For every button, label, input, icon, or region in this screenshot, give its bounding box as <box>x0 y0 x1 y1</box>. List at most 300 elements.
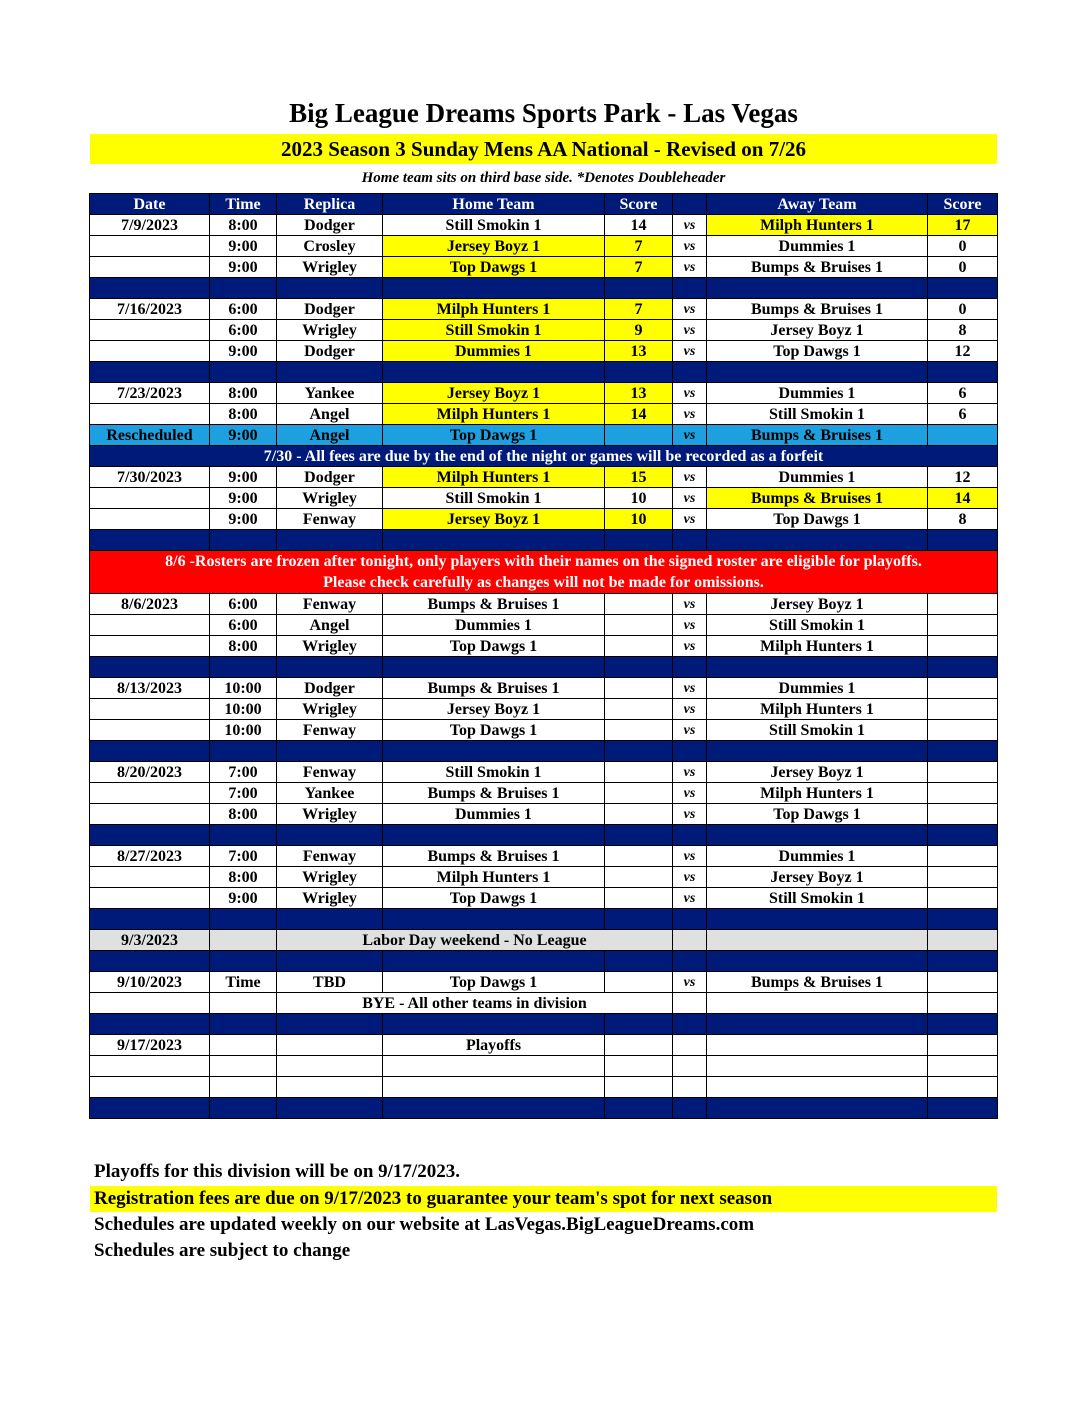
game-date <box>90 636 210 657</box>
home-score <box>605 699 673 720</box>
game-row <box>90 615 998 636</box>
away-score <box>928 615 998 636</box>
header-home-score: Score <box>605 194 673 215</box>
separator-cell <box>707 825 928 846</box>
away-team: Jersey Boyz 1 <box>707 762 928 783</box>
empty-cell <box>707 993 928 1014</box>
bye-text: BYE - All other teams in division <box>277 993 673 1014</box>
empty-cell <box>210 1077 277 1098</box>
away-score: 8 <box>928 509 998 530</box>
separator-cell <box>210 530 277 551</box>
home-score <box>605 678 673 699</box>
roster-notice-line-2: Please check carefully as changes will not be made for omissions. <box>323 574 764 591</box>
header-date: Date <box>90 194 210 215</box>
game-date <box>90 804 210 825</box>
separator-cell <box>673 825 707 846</box>
home-score: 10 <box>605 509 673 530</box>
home-team: Jersey Boyz 1 <box>383 509 605 530</box>
vs-label: vs <box>673 678 707 699</box>
away-team: Dummies 1 <box>707 383 928 404</box>
game-replica: Yankee <box>277 383 383 404</box>
home-team: Top Dawgs 1 <box>383 972 605 993</box>
game-time: Time <box>210 972 277 993</box>
away-team: Milph Hunters 1 <box>707 215 928 236</box>
game-replica: Fenway <box>277 594 383 615</box>
vs-label: vs <box>673 320 707 341</box>
fees-notice: 7/30 - All fees are due by the end of the night or games will be recorded as a forfeit <box>90 446 998 467</box>
away-team: Top Dawgs 1 <box>707 341 928 362</box>
separator-cell <box>90 657 210 678</box>
roster-notice-line-1: 8/6 -Rosters are frozen after tonight, only players with their names on the signed roster are eligible for playoffs. <box>165 553 922 570</box>
away-score: 0 <box>928 299 998 320</box>
separator-cell <box>277 825 383 846</box>
game-row <box>90 509 998 530</box>
empty-cell <box>90 1077 210 1098</box>
away-team: Jersey Boyz 1 <box>707 867 928 888</box>
playoffs-row <box>90 1035 998 1056</box>
home-team: Milph Hunters 1 <box>383 299 605 320</box>
game-row <box>90 299 998 320</box>
separator-cell <box>210 741 277 762</box>
vs-label: vs <box>673 341 707 362</box>
home-score <box>605 783 673 804</box>
game-row <box>90 467 998 488</box>
game-time: 6:00 <box>210 320 277 341</box>
separator-cell <box>707 657 928 678</box>
game-time: 8:00 <box>210 215 277 236</box>
game-date: 8/27/2023 <box>90 846 210 867</box>
away-score <box>928 888 998 909</box>
game-date <box>90 509 210 530</box>
away-team: Bumps & Bruises 1 <box>707 257 928 278</box>
away-team: Jersey Boyz 1 <box>707 320 928 341</box>
home-score <box>605 720 673 741</box>
game-replica: Wrigley <box>277 320 383 341</box>
fees-notice-row <box>90 446 998 467</box>
home-score: 13 <box>605 383 673 404</box>
separator-cell <box>383 278 605 299</box>
home-team: Milph Hunters 1 <box>383 867 605 888</box>
footer-website: Schedules are updated weekly on our website at LasVegas.BigLeagueDreams.com <box>94 1214 755 1235</box>
home-score: 10 <box>605 488 673 509</box>
home-score: 14 <box>605 215 673 236</box>
game-row <box>90 678 998 699</box>
separator-row <box>90 530 998 551</box>
home-score <box>605 615 673 636</box>
separator-cell <box>383 1014 605 1035</box>
home-team: Milph Hunters 1 <box>383 404 605 425</box>
vs-label: vs <box>673 509 707 530</box>
footer-subject-to-change: Schedules are subject to change <box>94 1240 351 1261</box>
vs-label: vs <box>673 804 707 825</box>
away-score <box>928 804 998 825</box>
game-date <box>90 320 210 341</box>
separator-cell <box>707 362 928 383</box>
away-team: Still Smokin 1 <box>707 720 928 741</box>
empty-cell <box>928 993 998 1014</box>
game-time: 8:00 <box>210 636 277 657</box>
away-team: Still Smokin 1 <box>707 888 928 909</box>
empty-cell <box>90 1056 210 1077</box>
game-time: 6:00 <box>210 615 277 636</box>
away-score <box>928 762 998 783</box>
home-score: 13 <box>605 341 673 362</box>
home-score <box>605 594 673 615</box>
header-home-team: Home Team <box>383 194 605 215</box>
empty-cell <box>928 930 998 951</box>
separator-cell <box>605 278 673 299</box>
home-score <box>605 867 673 888</box>
vs-label: vs <box>673 594 707 615</box>
game-replica: Wrigley <box>277 867 383 888</box>
game-date: 8/6/2023 <box>90 594 210 615</box>
blank-row <box>90 1077 998 1098</box>
vs-label: vs <box>673 425 707 446</box>
separator-cell <box>673 909 707 930</box>
schedule-table <box>89 193 998 1119</box>
separator-cell <box>605 825 673 846</box>
header-time: Time <box>210 194 277 215</box>
home-team: Top Dawgs 1 <box>383 636 605 657</box>
away-team: Top Dawgs 1 <box>707 509 928 530</box>
home-score <box>605 888 673 909</box>
game-date <box>90 488 210 509</box>
separator-cell <box>707 1098 928 1119</box>
separator-row <box>90 278 998 299</box>
game-row <box>90 867 998 888</box>
away-score: 6 <box>928 404 998 425</box>
home-team: Top Dawgs 1 <box>383 888 605 909</box>
header-away-team: Away Team <box>707 194 928 215</box>
vs-label: vs <box>673 236 707 257</box>
game-row <box>90 383 998 404</box>
game-row <box>90 720 998 741</box>
separator-cell <box>673 1098 707 1119</box>
separator-cell <box>210 1014 277 1035</box>
separator-cell <box>673 530 707 551</box>
game-replica: Wrigley <box>277 488 383 509</box>
home-team-note: Home team sits on third base side. *Denotes Doubleheader <box>361 170 726 186</box>
home-score: 7 <box>605 299 673 320</box>
game-row <box>90 404 998 425</box>
empty-cell <box>277 1056 383 1077</box>
away-score: 0 <box>928 257 998 278</box>
empty-cell <box>210 930 277 951</box>
empty-cell <box>673 930 707 951</box>
vs-label: vs <box>673 699 707 720</box>
home-team: Dummies 1 <box>383 804 605 825</box>
separator-cell <box>383 825 605 846</box>
header-row <box>90 194 998 215</box>
separator-cell <box>928 951 998 972</box>
game-replica: Fenway <box>277 509 383 530</box>
game-replica: Fenway <box>277 720 383 741</box>
home-team: Dummies 1 <box>383 341 605 362</box>
separator-cell <box>605 362 673 383</box>
game-time: 8:00 <box>210 404 277 425</box>
home-score <box>605 425 673 446</box>
vs-label: vs <box>673 783 707 804</box>
away-score: 14 <box>928 488 998 509</box>
separator-cell <box>928 657 998 678</box>
game-time: 10:00 <box>210 678 277 699</box>
separator-cell <box>383 1098 605 1119</box>
separator-cell <box>707 909 928 930</box>
home-team: Still Smokin 1 <box>383 320 605 341</box>
game-row <box>90 215 998 236</box>
home-team: Still Smokin 1 <box>383 215 605 236</box>
game-row <box>90 888 998 909</box>
separator-cell <box>277 909 383 930</box>
away-team: Still Smokin 1 <box>707 404 928 425</box>
away-team: Dummies 1 <box>707 467 928 488</box>
empty-cell <box>707 1056 928 1077</box>
separator-row <box>90 1014 998 1035</box>
game-time: 9:00 <box>210 509 277 530</box>
separator-cell <box>210 951 277 972</box>
separator-cell <box>383 530 605 551</box>
separator-row <box>90 657 998 678</box>
away-score <box>928 636 998 657</box>
away-score: 17 <box>928 215 998 236</box>
game-time: 9:00 <box>210 257 277 278</box>
game-replica: TBD <box>277 972 383 993</box>
separator-cell <box>707 278 928 299</box>
home-team: Bumps & Bruises 1 <box>383 783 605 804</box>
empty-cell <box>210 1035 277 1056</box>
separator-cell <box>383 657 605 678</box>
game-time: 7:00 <box>210 783 277 804</box>
game-date: 7/16/2023 <box>90 299 210 320</box>
empty-cell <box>605 1035 673 1056</box>
separator-cell <box>90 1014 210 1035</box>
empty-cell <box>928 1056 998 1077</box>
game-date: 9/17/2023 <box>90 1035 210 1056</box>
separator-cell <box>928 530 998 551</box>
away-score <box>928 783 998 804</box>
game-replica: Fenway <box>277 846 383 867</box>
game-time: 9:00 <box>210 341 277 362</box>
home-score: 15 <box>605 467 673 488</box>
separator-cell <box>277 530 383 551</box>
home-team: Milph Hunters 1 <box>383 467 605 488</box>
game-time: 9:00 <box>210 888 277 909</box>
away-score <box>928 425 998 446</box>
home-score <box>605 846 673 867</box>
separator-cell <box>928 278 998 299</box>
separator-cell <box>673 1014 707 1035</box>
game-replica: Dodger <box>277 467 383 488</box>
home-team: Bumps & Bruises 1 <box>383 594 605 615</box>
separator-cell <box>210 1098 277 1119</box>
game-time: 8:00 <box>210 383 277 404</box>
vs-label: vs <box>673 383 707 404</box>
game-replica: Wrigley <box>277 804 383 825</box>
blank-row <box>90 1056 998 1077</box>
away-team: Dummies 1 <box>707 236 928 257</box>
home-team: Jersey Boyz 1 <box>383 236 605 257</box>
separator-cell <box>928 1014 998 1035</box>
separator-cell <box>605 951 673 972</box>
home-team: Top Dawgs 1 <box>383 425 605 446</box>
separator-cell <box>928 1098 998 1119</box>
header-replica: Replica <box>277 194 383 215</box>
away-team: Milph Hunters 1 <box>707 783 928 804</box>
separator-cell <box>90 1098 210 1119</box>
separator-cell <box>277 657 383 678</box>
game-replica: Wrigley <box>277 699 383 720</box>
empty-cell <box>383 1077 605 1098</box>
vs-label: vs <box>673 215 707 236</box>
separator-cell <box>90 278 210 299</box>
separator-row <box>90 909 998 930</box>
away-team: Dummies 1 <box>707 678 928 699</box>
separator-cell <box>90 362 210 383</box>
game-row <box>90 341 998 362</box>
away-score: 8 <box>928 320 998 341</box>
playoffs-text: Playoffs <box>383 1035 605 1056</box>
empty-cell <box>707 1077 928 1098</box>
separator-cell <box>707 951 928 972</box>
empty-cell <box>707 930 928 951</box>
game-date <box>90 257 210 278</box>
separator-cell <box>277 741 383 762</box>
home-team: Still Smokin 1 <box>383 488 605 509</box>
away-score <box>928 678 998 699</box>
game-time: 7:00 <box>210 846 277 867</box>
away-team: Milph Hunters 1 <box>707 636 928 657</box>
game-replica: Crosley <box>277 236 383 257</box>
rescheduled-row <box>90 425 998 446</box>
game-row <box>90 320 998 341</box>
away-score <box>928 594 998 615</box>
game-date: 9/10/2023 <box>90 972 210 993</box>
game-time: 8:00 <box>210 867 277 888</box>
separator-cell <box>383 951 605 972</box>
separator-cell <box>707 741 928 762</box>
separator-cell <box>605 657 673 678</box>
away-team: Dummies 1 <box>707 846 928 867</box>
vs-label: vs <box>673 404 707 425</box>
separator-cell <box>673 741 707 762</box>
schedule-body <box>90 215 998 1119</box>
vs-label: vs <box>673 888 707 909</box>
separator-cell <box>90 825 210 846</box>
game-date <box>90 720 210 741</box>
separator-row <box>90 951 998 972</box>
empty-cell <box>928 1077 998 1098</box>
empty-cell <box>707 1035 928 1056</box>
game-replica: Yankee <box>277 783 383 804</box>
home-score: 9 <box>605 320 673 341</box>
separator-row <box>90 362 998 383</box>
away-score: 12 <box>928 341 998 362</box>
game-time: 6:00 <box>210 594 277 615</box>
home-score <box>605 804 673 825</box>
separator-cell <box>383 362 605 383</box>
separator-cell <box>605 909 673 930</box>
separator-cell <box>707 1014 928 1035</box>
separator-cell <box>605 530 673 551</box>
separator-cell <box>605 741 673 762</box>
home-team: Jersey Boyz 1 <box>383 699 605 720</box>
empty-cell <box>210 1056 277 1077</box>
empty-cell <box>928 1035 998 1056</box>
game-time: 10:00 <box>210 720 277 741</box>
game-row <box>90 972 998 993</box>
game-time: 9:00 <box>210 467 277 488</box>
separator-cell <box>210 362 277 383</box>
game-date <box>90 615 210 636</box>
game-replica: Fenway <box>277 762 383 783</box>
game-replica: Wrigley <box>277 888 383 909</box>
separator-cell <box>277 362 383 383</box>
vs-label: vs <box>673 488 707 509</box>
separator-row <box>90 825 998 846</box>
home-team: Jersey Boyz 1 <box>383 383 605 404</box>
home-score <box>605 972 673 993</box>
game-replica: Angel <box>277 404 383 425</box>
empty-cell <box>605 1077 673 1098</box>
vs-label: vs <box>673 720 707 741</box>
separator-cell <box>210 825 277 846</box>
home-team: Still Smokin 1 <box>383 762 605 783</box>
home-score <box>605 636 673 657</box>
game-time: 6:00 <box>210 299 277 320</box>
empty-cell <box>673 1077 707 1098</box>
game-replica: Wrigley <box>277 636 383 657</box>
game-date: 7/23/2023 <box>90 383 210 404</box>
separator-row <box>90 1098 998 1119</box>
no-league-row <box>90 930 998 951</box>
vs-label: vs <box>673 299 707 320</box>
game-date <box>90 341 210 362</box>
empty-cell <box>277 1035 383 1056</box>
footer-registration: Registration fees are due on 9/17/2023 to guarantee your team's spot for next season <box>90 1186 997 1212</box>
separator-cell <box>673 362 707 383</box>
game-date <box>90 888 210 909</box>
game-date: Rescheduled <box>90 425 210 446</box>
empty-cell <box>210 993 277 1014</box>
away-team: Bumps & Bruises 1 <box>707 972 928 993</box>
no-league-text: Labor Day weekend - No League <box>277 930 673 951</box>
away-score <box>928 867 998 888</box>
separator-cell <box>928 741 998 762</box>
separator-cell <box>673 278 707 299</box>
game-replica: Wrigley <box>277 257 383 278</box>
vs-label: vs <box>673 257 707 278</box>
game-date: 7/30/2023 <box>90 467 210 488</box>
separator-cell <box>383 741 605 762</box>
vs-label: vs <box>673 467 707 488</box>
separator-cell <box>210 909 277 930</box>
game-row <box>90 236 998 257</box>
vs-label: vs <box>673 846 707 867</box>
vs-label: vs <box>673 615 707 636</box>
page-subtitle: 2023 Season 3 Sunday Mens AA National - Revised on 7/26 <box>90 134 997 164</box>
game-time: 9:00 <box>210 425 277 446</box>
vs-label: vs <box>673 762 707 783</box>
away-score: 12 <box>928 467 998 488</box>
away-team: Top Dawgs 1 <box>707 804 928 825</box>
game-time: 10:00 <box>210 699 277 720</box>
away-team: Bumps & Bruises 1 <box>707 425 928 446</box>
away-team: Bumps & Bruises 1 <box>707 488 928 509</box>
game-row <box>90 488 998 509</box>
away-team: Milph Hunters 1 <box>707 699 928 720</box>
separator-cell <box>707 530 928 551</box>
game-row <box>90 762 998 783</box>
